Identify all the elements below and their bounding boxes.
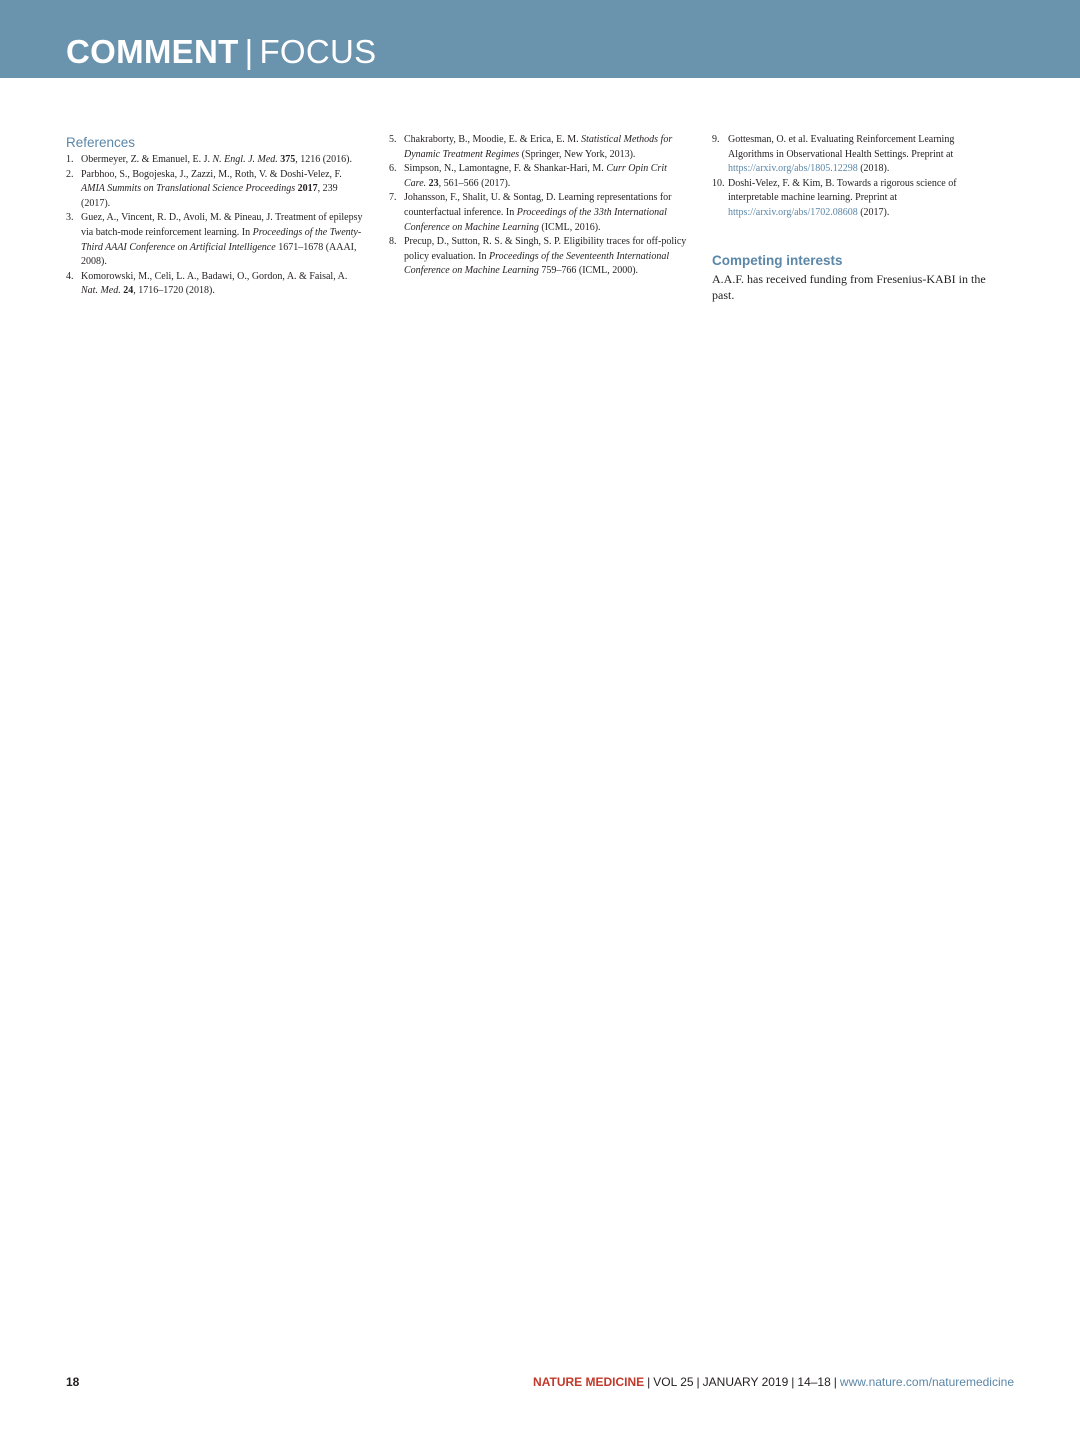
journal-date: JANUARY 2019 [702, 1375, 789, 1389]
reference-number: 3. [66, 212, 74, 224]
reference-text: (ICML, 2016). [538, 221, 601, 233]
reference-number: 6. [389, 163, 397, 175]
references-column-1 [66, 133, 366, 299]
reference-item [389, 133, 691, 162]
reference-text: Guez, A., Vincent, R. D., Avoli, M. & Pineau, J. Treatment of epilepsy via batch-mode reinforcement learning. In [81, 212, 363, 238]
reference-text: , 561–566 (2017). [438, 177, 511, 189]
section-banner [0, 0, 1080, 78]
reference-italic-text: Proceedings of the Twenty-Third AAAI Conference on Artificial Intelligence [81, 226, 362, 253]
section-separator: | [244, 33, 254, 70]
journal-url[interactable]: www.nature.com/naturemedicine [839, 1375, 1014, 1389]
section-label: COMMENT [66, 33, 239, 70]
references-column-3 [712, 133, 994, 303]
reference-text: , 239 (2017). [81, 183, 338, 209]
reference-text: , 1716–1720 (2018). [133, 285, 215, 297]
reference-text: Simpson, N., Lamontagne, F. & Shankar-Hari, M. [404, 163, 607, 175]
reference-number: 4. [66, 270, 74, 282]
reference-number: 8. [389, 236, 397, 248]
reference-list [712, 133, 994, 221]
page-number: 18 [66, 1375, 80, 1389]
reference-number: 5. [389, 134, 397, 145]
reference-number: 1. [66, 154, 74, 165]
reference-list [389, 133, 691, 279]
reference-number: 9. [712, 134, 720, 145]
reference-text: (2017). [857, 206, 890, 218]
reference-item [712, 177, 994, 221]
reference-italic-text: Nat. Med. [81, 285, 121, 297]
reference-list [66, 153, 366, 299]
reference-italic-text: Proceedings of the Seventeenth International Conference on Machine Learning [404, 250, 670, 277]
reference-text: Doshi-Velez, F. & Kim, B. Towards a rigorous science of interpretable machine learning. Preprint at [728, 177, 957, 204]
competing-interests-heading: Competing interests [712, 252, 843, 268]
reference-text: (2018). [857, 163, 890, 175]
reference-text: Precup, D., Sutton, R. S. & Singh, S. P. Eligibility traces for off-policy policy evaluation. In [404, 236, 687, 262]
reference-volume: 375 [280, 154, 296, 165]
reference-text: (Springer, New York, 2013). [519, 148, 636, 160]
reference-text: Johansson, F., Shalit, U. & Sontag, D. Learning representations for counterfactual inference. In [404, 192, 672, 218]
competing-interests [712, 251, 994, 303]
reference-item [66, 168, 366, 212]
reference-volume: 2017 [297, 183, 318, 195]
reference-item [389, 191, 691, 235]
reference-item [66, 153, 366, 168]
page-footer [0, 1374, 1080, 1392]
section-title [66, 30, 376, 74]
reference-text: , 1216 (2016). [295, 154, 352, 165]
reference-volume: 23 [428, 177, 439, 189]
reference-italic-text: Statistical Methods for Dynamic Treatment Regimes [404, 134, 673, 160]
reference-number: 2. [66, 168, 74, 180]
reference-item [389, 235, 691, 279]
reference-link[interactable]: https://arxiv.org/abs/1702.08608 [728, 206, 858, 218]
reference-italic-text: Curr Opin Crit Care. [404, 163, 667, 189]
references-column-2 [389, 133, 691, 279]
reference-item [712, 133, 994, 177]
reference-link[interactable]: https://arxiv.org/abs/1805.12298 [728, 163, 858, 175]
reference-volume: 24 [123, 285, 134, 297]
competing-interests-text: A.A.F. has received funding from Fresenius-KABI in the past. [712, 271, 986, 302]
journal-pages: 14–18 [797, 1375, 831, 1389]
journal-citation: NATURE MEDICINE | VOL 25 | JANUARY 2019 | 14–18 | www.nature.com/naturemedicine [533, 1375, 1014, 1389]
reference-number: 7. [389, 192, 397, 204]
reference-text: 1671–1678 (AAAI, 2008). [81, 241, 357, 268]
reference-text: Komorowski, M., Celi, L. A., Badawi, O., Gordon, A. & Faisal, A. [81, 270, 348, 282]
reference-text: 759–766 (ICML, 2000). [538, 265, 639, 277]
reference-item [66, 211, 366, 269]
reference-text: Gottesman, O. et al. Evaluating Reinforcement Learning Algorithms in Observational Health Settings. Preprint at [728, 134, 955, 160]
reference-item [389, 162, 691, 191]
reference-number: 10. [712, 177, 725, 189]
reference-text: Chakraborty, B., Moodie, E. & Erica, E. M. [404, 134, 582, 145]
reference-item [66, 270, 366, 299]
journal-name: NATURE MEDICINE [533, 1375, 645, 1389]
reference-italic-text: N. Engl. J. Med. [212, 154, 278, 165]
references-heading: References [66, 135, 136, 150]
reference-text: Obermeyer, Z. & Emanuel, E. J. [81, 154, 213, 165]
journal-volume: VOL 25 [653, 1375, 694, 1389]
subsection-label: FOCUS [259, 33, 377, 70]
reference-text: Parbhoo, S., Bogojeska, J., Zazzi, M., Roth, V. & Doshi-Velez, F. [81, 168, 342, 180]
reference-italic-text: AMIA Summits on Translational Science Proceedings [81, 183, 296, 195]
reference-italic-text: Proceedings of the 33th International Conference on Machine Learning [404, 206, 667, 233]
